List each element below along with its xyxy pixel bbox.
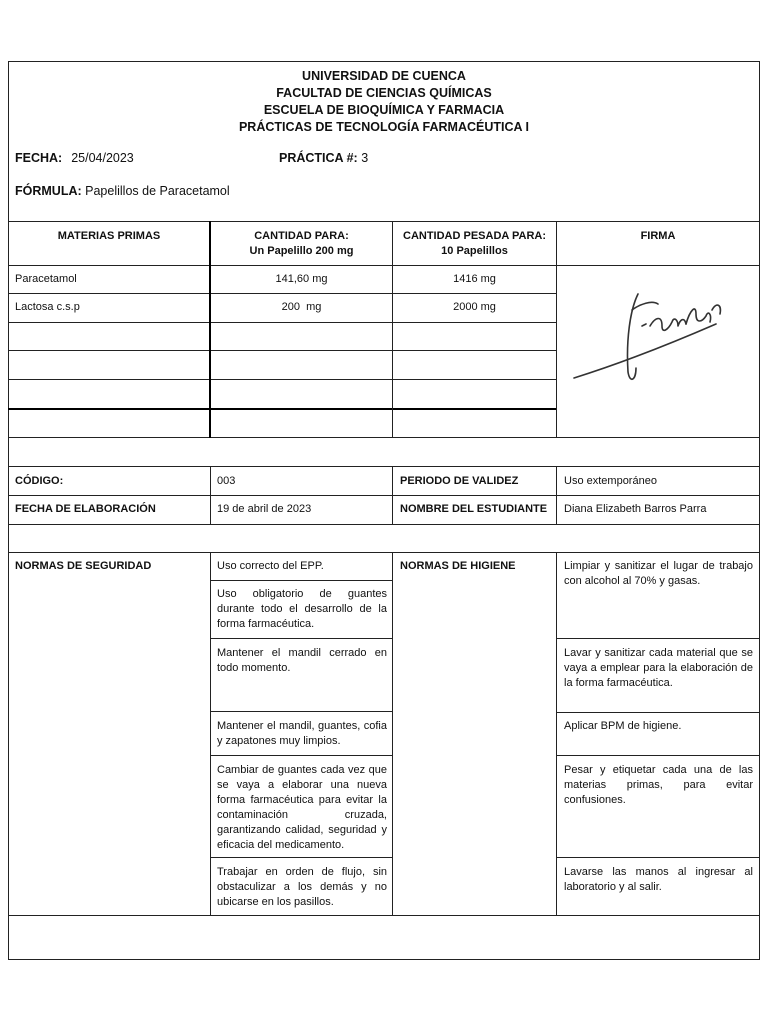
quantity-header-line2: Un Papelillo 200 mg	[249, 245, 354, 257]
rule	[8, 350, 557, 351]
rule	[557, 857, 760, 858]
rule	[8, 524, 760, 525]
rule	[8, 379, 557, 380]
weighed-header-line1: CANTIDAD PESADA PARA:	[403, 230, 546, 242]
institution-header	[8, 68, 760, 136]
safety-norm-item: Cambiar de guantes cada vez que se vaya a elaborar una nueva forma farmacéutica para evitar la contaminación cruzada, garantizando calidad, seguridad y eficacia del medicamento.	[217, 764, 387, 851]
material-quantity: 200 mg	[281, 301, 322, 313]
rule	[557, 755, 760, 756]
hygiene-norm-item: Limpiar y sanitizar el lugar de trabajo con alcohol al 70% y gasas.	[564, 560, 753, 587]
school-name: ESCUELA DE BIOQUÍMICA Y FARMACIA	[263, 103, 505, 117]
practice-line	[279, 150, 368, 167]
rule	[557, 638, 760, 639]
practice-label: PRÁCTICA #:	[279, 151, 358, 165]
weighed-header-line2: 10 Papelillos	[441, 245, 508, 257]
rule	[8, 265, 760, 266]
material-weighed: 1416 mg	[453, 273, 496, 285]
frame-top	[8, 61, 760, 62]
rule	[556, 552, 557, 915]
rule	[557, 712, 760, 713]
elaboration-date-value: 19 de abril de 2023	[217, 503, 312, 515]
quantity-column-header	[211, 229, 392, 259]
safety-norm-item: Trabajar en orden de flujo, sin obstaculizar a los demás y no ubicarse en los pasillos.	[217, 866, 387, 908]
rule	[8, 437, 760, 438]
faculty-name: FACULTAD DE CIENCIAS QUÍMICAS	[276, 86, 492, 100]
signature-column-header: FIRMA	[640, 230, 676, 242]
rule	[8, 552, 760, 553]
hygiene-norm-item: Lavarse las manos al ingresar al laboratorio y al salir.	[564, 866, 753, 893]
frame-left	[8, 61, 9, 960]
university-name: UNIVERSIDAD DE CUENCA	[302, 69, 466, 83]
rule	[210, 711, 393, 712]
rule	[210, 466, 211, 524]
material-name: Lactosa c.s.p	[15, 301, 80, 313]
material-name: Paracetamol	[15, 273, 77, 285]
rule	[556, 466, 557, 524]
rule	[556, 221, 557, 438]
elaboration-date-label: FECHA DE ELABORACIÓN	[15, 503, 156, 515]
rule	[210, 638, 393, 639]
date-line	[15, 150, 134, 167]
student-name-value: Diana Elizabeth Barros Parra	[564, 503, 707, 515]
safety-norms-label: NORMAS DE SEGURIDAD	[15, 560, 152, 572]
rule	[392, 466, 393, 524]
hygiene-norms-label: NORMAS DE HIGIENE	[400, 560, 516, 572]
formula-value: Papelillos de Paracetamol	[85, 184, 230, 198]
rule	[8, 408, 557, 410]
frame-bottom	[8, 959, 760, 960]
rule	[8, 466, 760, 467]
validity-label: PERIODO DE VALIDEZ	[400, 475, 519, 487]
rule	[8, 221, 760, 222]
formula-label: FÓRMULA:	[15, 184, 82, 198]
rule	[8, 915, 760, 916]
safety-norm-item: Uso correcto del EPP.	[217, 560, 324, 572]
rule	[8, 495, 760, 496]
rule	[392, 552, 393, 915]
safety-norm-item: Mantener el mandil cerrado en todo momento.	[217, 647, 387, 674]
date-value: 25/04/2023	[71, 151, 134, 165]
rule	[8, 322, 557, 323]
student-name-label: NOMBRE DEL ESTUDIANTE	[400, 503, 548, 515]
quantity-header-line1: CANTIDAD PARA:	[254, 230, 349, 242]
weighed-column-header	[393, 229, 556, 259]
hygiene-norm-item: Pesar y etiquetar cada una de las materias primas, para evitar confusiones.	[564, 764, 753, 806]
rule	[8, 293, 557, 294]
rule	[210, 580, 393, 581]
material-quantity: 141,60 mg	[275, 273, 328, 285]
hygiene-norm-item: Aplicar BPM de higiene.	[564, 720, 682, 732]
rule	[210, 857, 393, 858]
course-name: PRÁCTICAS DE TECNOLOGÍA FARMACÉUTICA I	[238, 120, 530, 134]
practice-number: 3	[361, 151, 369, 165]
materials-column-header: MATERIAS PRIMAS	[57, 230, 161, 242]
validity-value: Uso extemporáneo	[564, 475, 657, 487]
code-value: 003	[217, 475, 236, 487]
rule	[210, 552, 211, 915]
safety-norm-item: Uso obligatorio de guantes durante todo el desarrollo de la forma farmacéutica.	[217, 588, 387, 630]
safety-norm-item: Mantener el mandil, guantes, cofia y zapatones muy limpios.	[217, 720, 387, 747]
code-label: CÓDIGO:	[15, 475, 64, 487]
date-label: FECHA:	[15, 151, 63, 165]
hygiene-norm-item: Lavar y sanitizar cada material que se vaya a emplear para la elaboración de la forma farmacéutica.	[564, 647, 753, 689]
formula-line	[15, 183, 230, 200]
frame-right	[759, 61, 760, 960]
handwritten-signature	[566, 280, 736, 390]
material-weighed: 2000 mg	[453, 301, 496, 313]
rule	[210, 755, 393, 756]
